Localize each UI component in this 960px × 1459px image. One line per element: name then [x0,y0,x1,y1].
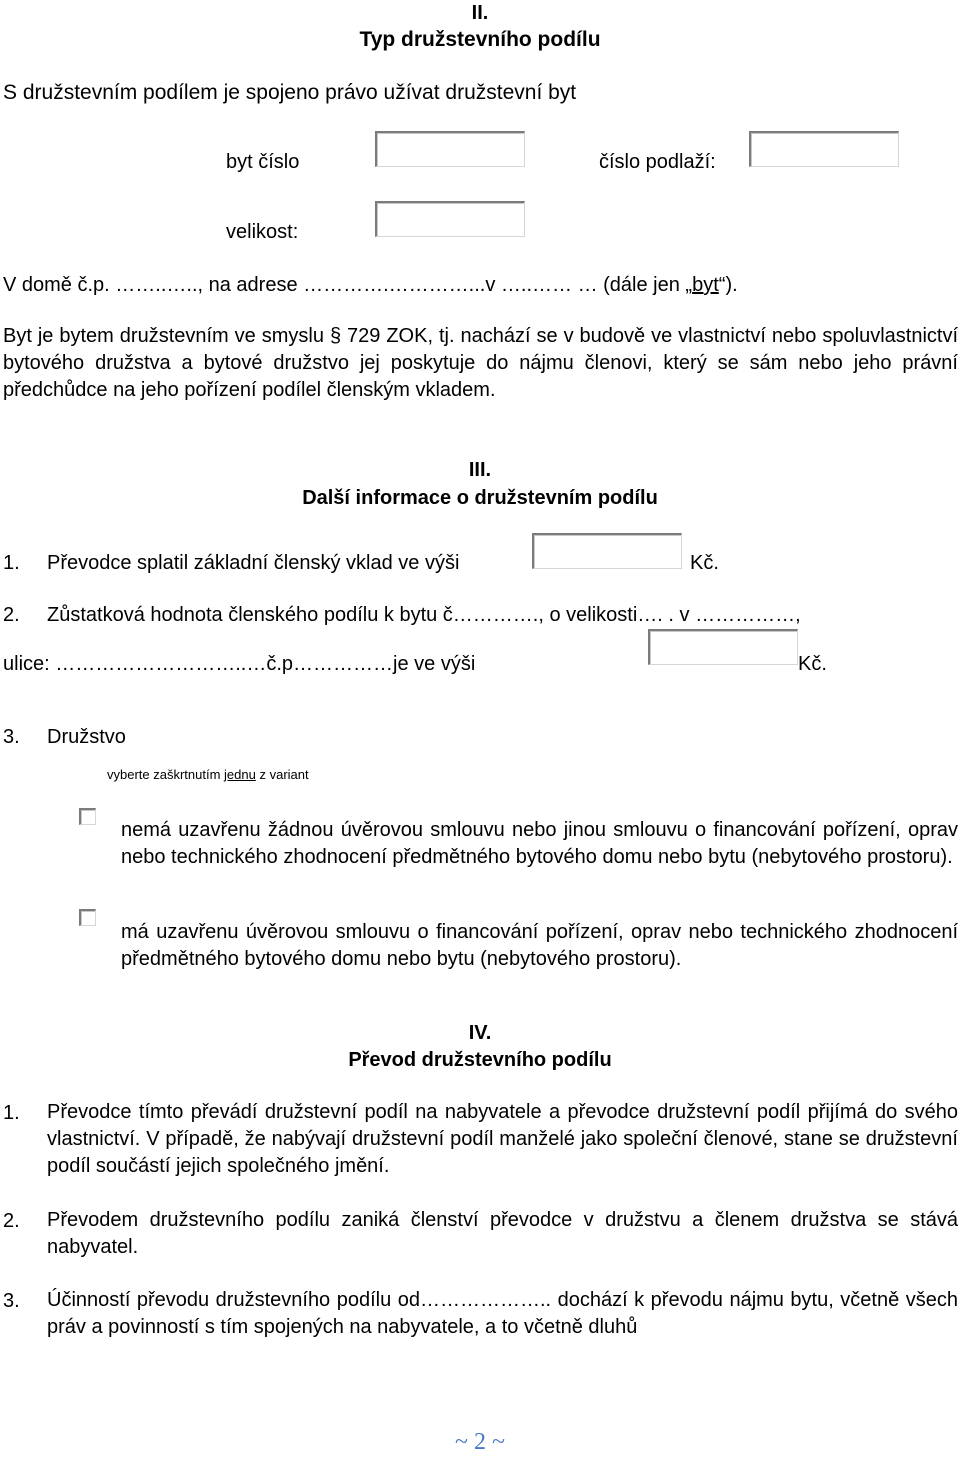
section4-item3-text: Účinností převodu družstevního podílu od……………….. dochází k převodu nájmu bytu, včetně všech práv a povinností s tím spojených na nabyvatele, a to včetně dluhů [47,1289,958,1338]
item1-text: Převodce splatil základní členský vklad ve výši [47,552,460,574]
floor-number-label: číslo podlaží: [599,151,716,173]
section4-item1-number: 1. [3,1102,20,1124]
section3-title: Další informace o družstevním podílu [302,487,658,509]
residual-value-field[interactable] [648,629,798,665]
option1-text: nemá uzavřenu žádnou úvěrovou smlouvu nebo jinou smlouvu o financování pořízení, oprav nebo technického zhodnocení předmětného bytového domu nebo bytu (nebytového prostoru). [121,819,958,868]
option1-checkbox[interactable] [79,808,96,825]
page-number: ~ 2 ~ [455,1429,505,1455]
item1-currency: Kč. [690,552,719,574]
section2-title: Typ družstevního podílu [359,28,601,51]
item1-number: 1. [3,552,20,574]
floor-number-field[interactable] [749,131,899,167]
size-field[interactable] [375,201,525,237]
section3-numeral: III. [468,459,492,481]
choose-instruction: vyberte zaškrtnutím jednu z variant [107,767,309,782]
option2-text: má uzavřenu úvěrovou smlouvu o financování pořízení, oprav nebo technického zhodnocení předmětného bytového domu nebo bytu (nebytového prostoru). [121,921,958,970]
flat-number-label: byt číslo [226,151,300,173]
item2-number: 2. [3,604,20,626]
section4-item2-text: Převodem družstevního podílu zaniká členství převodce v družstvu a členem družstva se stává nabyvatel. [47,1209,958,1258]
section2-numeral: II. [471,2,489,24]
item3-text: Družstvo [47,726,126,748]
section4-item3-number: 3. [3,1290,20,1312]
section4-numeral: IV. [468,1022,492,1044]
item3-number: 3. [3,726,20,748]
section2-paragraph: Byt je bytem družstevním ve smyslu § 729 ZOK, tj. nachází se v budově ve vlastnictví nebo spoluvlastnictví bytového družstva a bytové družstvo jej poskytuje do nájmu členovi, který se sám nebo jeho právní předchůdce na jeho pořízení podílel členským vkladem. [3,325,958,401]
option2-checkbox[interactable] [79,909,96,926]
basic-deposit-field[interactable] [532,533,682,569]
flat-number-field[interactable] [375,131,525,167]
section4-item1-text: Převodce tímto převádí družstevní podíl na nabyvatele a převodce družstevní podíl přijímá do svého vlastnictví. V případě, že nabývají družstevní podíl manželé jako společní členové, stane se družstevní podíl součástí jejich společného jmění. [47,1101,958,1177]
section4-title: Převod družstevního podílu [348,1049,612,1071]
section2-intro: S družstevním podílem je spojeno právo užívat družstevní byt [3,81,577,104]
item2-line2: ulice: ………………………..…č.p……………je ve výši [3,653,476,675]
item2-currency: Kč. [798,653,827,675]
item2-text: Zůstatková hodnota členského podílu k bytu č…………., o velikosti…. . v ……………, [47,604,801,626]
address-line: V domě č.p. ……..….., na adrese ………….…………...v …..…… … (dále jen „byt“). [3,274,738,296]
section4-item2-number: 2. [3,1210,20,1232]
size-label: velikost: [226,221,299,243]
